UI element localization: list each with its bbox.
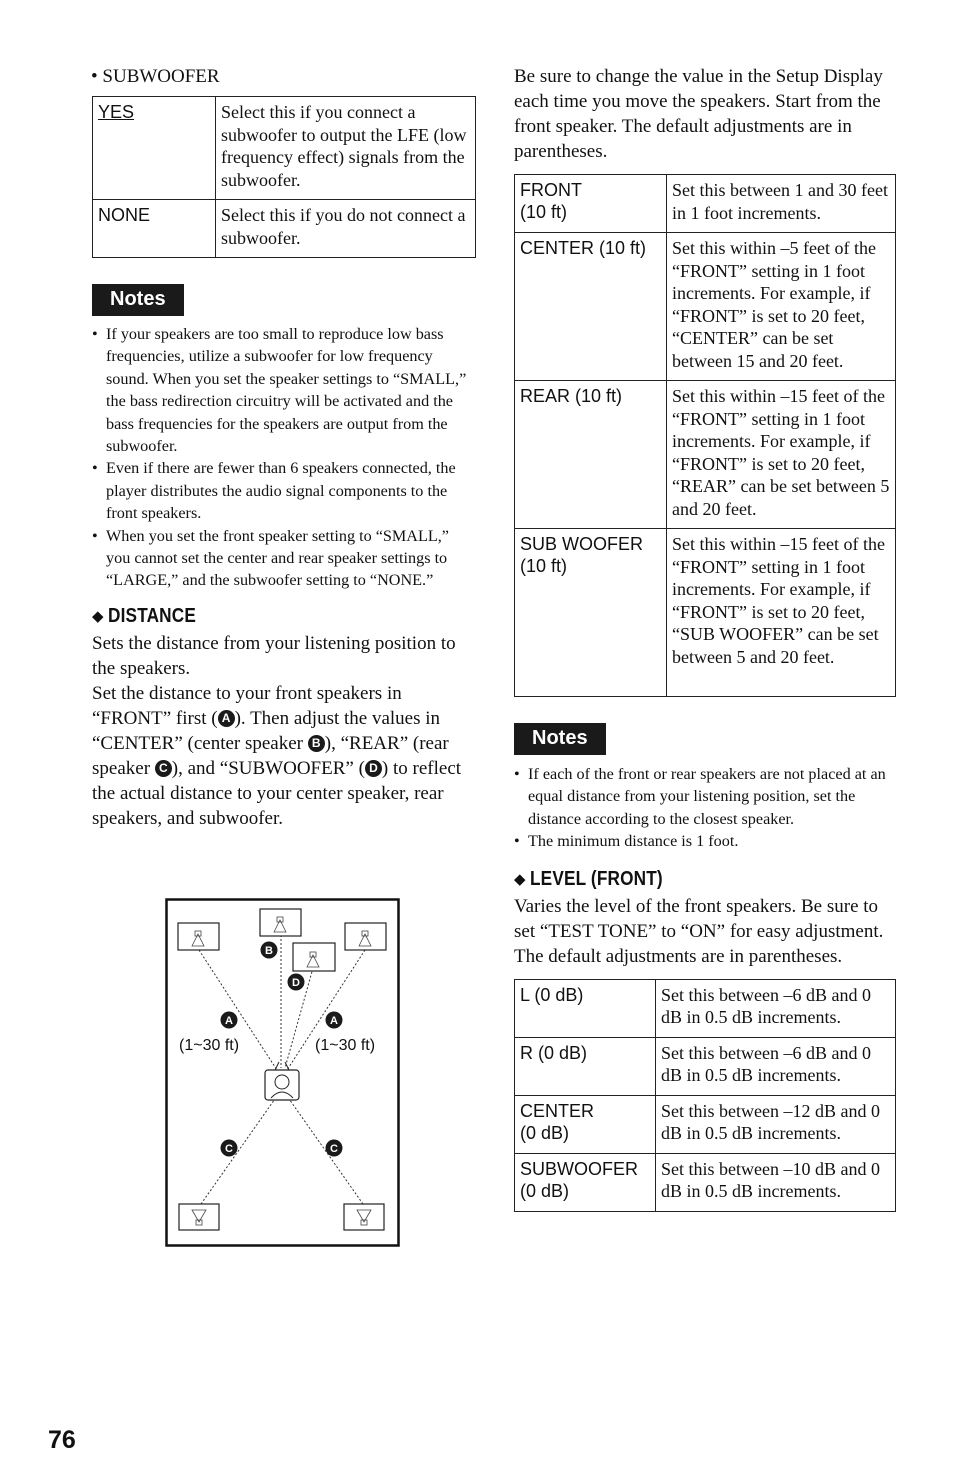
table-row <box>93 200 476 258</box>
marker-c-icon: C <box>155 760 172 777</box>
setting-center: CENTER (10 ft) <box>515 233 667 381</box>
speaker-placement-diagram <box>165 898 400 1247</box>
option-none: NONE <box>93 200 216 258</box>
marker-b-icon: B <box>308 735 325 752</box>
speaker-icon <box>344 1204 384 1230</box>
level-l: L (0 dB) <box>515 979 656 1037</box>
table-row <box>93 97 476 200</box>
table-row <box>515 1095 896 1153</box>
setting-subwoofer-desc: Set this within –15 feet of the “FRONT” setting in 1 foot increments. For example, if “FRONT” is set to 20 feet, “SUB WOOFER” can be set between 5 and 20 feet. <box>667 529 896 697</box>
distance-description: Sets the distance from your listening position to the speakers. <box>92 632 456 679</box>
diamond-icon: ◆ <box>514 872 526 889</box>
marker-b-label: B <box>265 945 273 957</box>
level-l-desc: Set this between –6 dB and 0 dB in 0.5 dB increments. <box>656 979 896 1037</box>
note-item: • If your speakers are too small to reproduce low bass frequencies, utilize a subwoofer for low frequency sound. When you set the speaker settings to “SMALL,” the bass redirection circuitry will be activated and the bass frequencies for the speakers are output from the subwoofer. <box>92 323 476 457</box>
note-item: • Even if there are fewer than 6 speakers connected, the player distributes the audio signal components to the front speakers. <box>92 457 476 524</box>
setting-subwoofer: SUB WOOFER (10 ft) <box>515 529 667 697</box>
distance-table <box>514 174 896 697</box>
level-default-note: The default adjustments are in parentheses. <box>514 945 843 967</box>
level-heading: LEVEL (FRONT) <box>529 868 663 891</box>
subwoofer-icon <box>293 943 335 971</box>
right-column <box>514 64 896 1212</box>
speaker-icon <box>260 909 301 936</box>
table-row <box>515 381 896 529</box>
speaker-icon <box>178 923 219 950</box>
setting-center-desc: Set this within –5 feet of the “FRONT” setting in 1 foot increments. For example, if “FRONT” is set to 20 feet, “CENTER” can be set between 15 and 20 feet. <box>667 233 896 381</box>
notes-tag: Notes <box>92 284 184 316</box>
setting-rear-desc: Set this within –15 feet of the “FRONT” setting in 1 foot increments. For example, if “FRONT” is set to 20 feet, “REAR” can be set between 5 and 20 feet. <box>667 381 896 529</box>
marker-a-label: A <box>330 1015 338 1027</box>
note-item: • The minimum distance is 1 foot. <box>514 830 896 852</box>
notes-list <box>92 323 476 592</box>
level-subwoofer: SUBWOOFER (0 dB) <box>515 1153 656 1211</box>
speaker-icon <box>345 923 386 950</box>
level-subwoofer-desc: Set this between –10 dB and 0 dB in 0.5 dB increments. <box>656 1153 896 1211</box>
setting-rear: REAR (10 ft) <box>515 381 667 529</box>
left-column <box>92 64 476 831</box>
table-row <box>515 529 896 697</box>
level-r-desc: Set this between –6 dB and 0 dB in 0.5 dB increments. <box>656 1037 896 1095</box>
marker-a-icon: A <box>218 710 235 727</box>
option-yes-desc: Select this if you connect a subwoofer to output the LFE (low frequency effect) signals from the subwoofer. <box>216 97 476 200</box>
table-row <box>515 1153 896 1211</box>
distance-instructions: Set the distance to your front speakers in “FRONT” first ( A ). Then adjust the values in “CENTER” (center speaker B ), “REAR” (rear speaker C ), and “SUBWOOFER” ( D ) to reflect the actual distance to your center speaker, rear speakers, and subwoofer. <box>92 682 462 829</box>
intro-text: Be sure to change the value in the Setup Display each time you move the speakers. Start from the front speaker. The default adjustments are in parentheses. <box>514 66 883 162</box>
marker-a-label: A <box>225 1015 233 1027</box>
marker-c-label: C <box>225 1143 233 1155</box>
table-row <box>515 979 896 1037</box>
notes-tag: Notes <box>514 723 606 755</box>
distance-heading: DISTANCE <box>107 605 196 628</box>
level-center: CENTER (0 dB) <box>515 1095 656 1153</box>
setting-front: FRONT (10 ft) <box>515 175 667 233</box>
level-center-desc: Set this between –12 dB and 0 dB in 0.5 dB increments. <box>656 1095 896 1153</box>
diamond-icon: ◆ <box>92 609 104 626</box>
level-description: Varies the level of the front speakers. Be sure to set “TEST TONE” to “ON” for easy adjustment. <box>514 895 884 942</box>
subwoofer-table <box>92 96 476 258</box>
distance-range-right: (1~30 ft) <box>315 1037 376 1054</box>
note-item: • If each of the front or rear speakers are not placed at an equal distance from your listening position, set the distance according to the closest speaker. <box>514 763 896 830</box>
level-table <box>514 979 896 1212</box>
note-item: • When you set the front speaker setting to “SMALL,” you cannot set the center and rear speaker settings to “LARGE,” and the subwoofer setting to “NONE.” <box>92 525 476 592</box>
table-row <box>515 233 896 381</box>
notes-list <box>514 763 896 853</box>
option-none-desc: Select this if you do not connect a subwoofer. <box>216 200 476 258</box>
marker-d-label: D <box>292 977 300 989</box>
marker-d-icon: D <box>365 760 382 777</box>
marker-c-label: C <box>330 1143 338 1155</box>
subwoofer-label: • SUBWOOFER <box>91 66 220 87</box>
option-yes: YES <box>98 102 135 122</box>
setting-front-desc: Set this between 1 and 30 feet in 1 foot increments. <box>667 175 896 233</box>
level-r: R (0 dB) <box>515 1037 656 1095</box>
distance-range-left: (1~30 ft) <box>179 1037 240 1054</box>
table-row <box>515 175 896 233</box>
page-number: 76 <box>48 1426 76 1454</box>
speaker-icon <box>179 1204 219 1230</box>
table-row <box>515 1037 896 1095</box>
